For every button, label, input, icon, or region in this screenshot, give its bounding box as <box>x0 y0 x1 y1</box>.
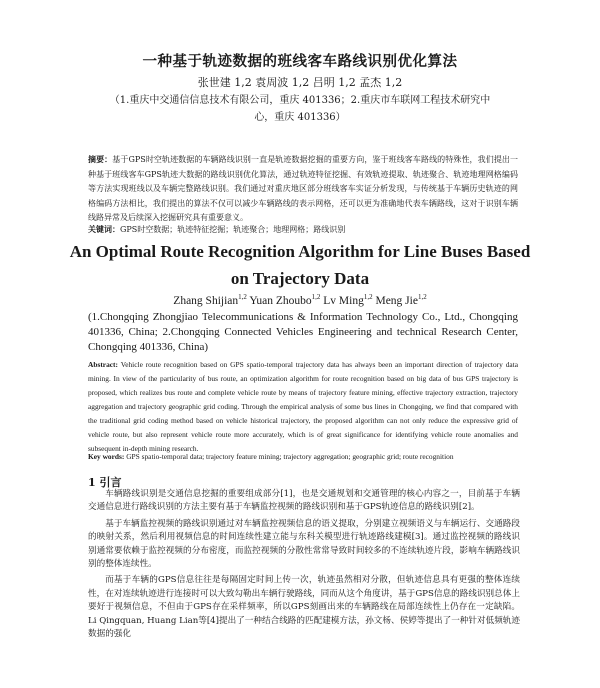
chinese-abstract-text: 基于GPS时空轨迹数据的车辆路线识别一直是轨迹数据挖掘的重要方向，鉴于班线客车路线的特殊性，我们提出一种基于班线客车GPS轨迹大数据的路线识别优化算法，通过轨迹特征挖掘、有效轨迹提取、轨迹聚合、轨迹地理网格编码等方法实现班线以及车辆完整路线识别。我们通过对重庆地区部分班线客车实证分析发现，与传统基于车辆历史轨迹的网格编码方法相比，我们提出的算法不仅可以减少车辆路线的表示网格，还可以更为准确地代表车辆路线，这对于识别车辆线路异常及后续深入挖掘研究具有重要意义。 <box>88 155 519 223</box>
english-affiliation: (1.Chongqing Zhongjiao Telecommunications & Information Technology Co., Ltd., Chongqing 401336, China; 2.Chongqing Connected Vehicles Engineering and technical Research Center, Chongqing 401336, China) <box>88 311 518 353</box>
author-name: Zhang Shijian <box>173 294 239 307</box>
english-keywords-label: Key words: <box>88 452 125 461</box>
author-name: Yuan Zhoubo <box>249 294 312 307</box>
body-paragraph: 车辆路线识别是交通信息挖掘的重要组成部分[1]，也是交通规划和交通管理的核心内容之一，目前基于车辆交通信息进行路线识别的方法主要有基于车辆监控视频的路线识别和基于GPS轨迹信息的路线识别[2]。 <box>88 489 520 513</box>
english-keywords-text: GPS spatio-temporal data; trajectory feature mining; trajectory aggregation; geographic grid; route recognition <box>126 452 454 461</box>
english-abstract <box>88 358 518 456</box>
chinese-keywords-label: 关键词： <box>88 224 120 234</box>
body-paragraph: 基于车辆监控视频的路线识别通过对车辆监控视频信息的语义提取，分别建立视频语义与车辆运行、交通路段的映射关系，然后利用视频信息的时间连续性建立能与东科关模型进行轨迹路线建模[3]。通过监控视频的路线识别通常要依赖于监控视频的分布密度，而监控视频的分散性常常导致时间较多的不连续轨迹片段，影响车辆路线识别的整体连续性。 <box>88 518 520 570</box>
chinese-affiliation <box>100 92 500 126</box>
author-affil-sup: 1,2 <box>311 293 321 301</box>
chinese-abstract-label: 摘要： <box>88 154 113 164</box>
chinese-title: 一种基于轨迹数据的班线客车路线识别优化算法 <box>142 54 458 70</box>
chinese-keywords-text: GPS时空数据；轨迹特征挖掘；轨迹聚合；地理网格；路线识别 <box>120 225 346 234</box>
chinese-authors: 张世建 1,2 袁周波 1,2 吕明 1,2 孟杰 1,2 <box>197 76 403 89</box>
author-affil-sup: 1,2 <box>417 293 427 301</box>
author-affil-sup: 1,2 <box>238 293 247 301</box>
english-title: An Optimal Route Recognition Algorithm for Line Buses Based on Trajectory Data <box>69 242 531 288</box>
section-heading-introduction: 1 引言 <box>88 476 122 489</box>
author-name: Lv Ming <box>323 294 364 307</box>
author-affil-sup: 1,2 <box>363 293 373 301</box>
chinese-keywords <box>88 224 518 235</box>
english-keywords <box>88 450 518 463</box>
chinese-affiliation-line-1: （1.重庆中交通信信息技术有限公司，重庆 401336；2.重庆市车联网工程技术研究中 <box>109 95 491 106</box>
english-abstract-label: Abstract: <box>88 360 118 369</box>
chinese-affiliation-line-2: 心，重庆 401336） <box>254 112 346 123</box>
author-name: Meng Jie <box>375 294 418 307</box>
english-abstract-text: Vehicle route recognition based on GPS spatio-temporal trajectory data has always been an important direction of trajectory data mining. In view of the particularity of bus route, an optimization algorithm for route recognition based on big data of bus GPS trajectory is proposed, which realizes bus route and complete vehicle route by means of trajectory feature mining, effective trajectory extraction, trajectory aggregation and trajectory geographic grid coding. Through the empirical analysis of some bus lines in Chongqing, we find that compared with the traditional grid coding method based on vehicle historical trajectory, the proposed algorithm can not only reduce the expressive grid of vehicle route, but also represent vehicle route more accurately, which is of great significance for identifying vehicle route anomalies and subsequent in-depth mining research. <box>88 360 518 453</box>
introduction-body <box>88 488 520 641</box>
chinese-abstract <box>88 152 518 226</box>
body-paragraph: 而基于车辆的GPS信息往往是每隔固定时间上传一次，轨迹虽然相对分散，但轨迹信息具有更强的整体连续性，在对连续轨迹进行连接时可以大致勾勒出车辆行驶路线，同而从这个角度讲，基于GPS信息的路线识别总体上要好于视频信息，不但由于GPS存在采样频率，所以GPS刻画出来的车辆路线在局部连续性上仍存在一定缺陷。Li Qingquan, Huang Lian等[4]提出了一种结合线路的匹配建模方法，孙文杨、侯婷等提出了一种针对低频轨迹数据的强化 <box>88 575 520 640</box>
english-authors <box>0 293 600 307</box>
